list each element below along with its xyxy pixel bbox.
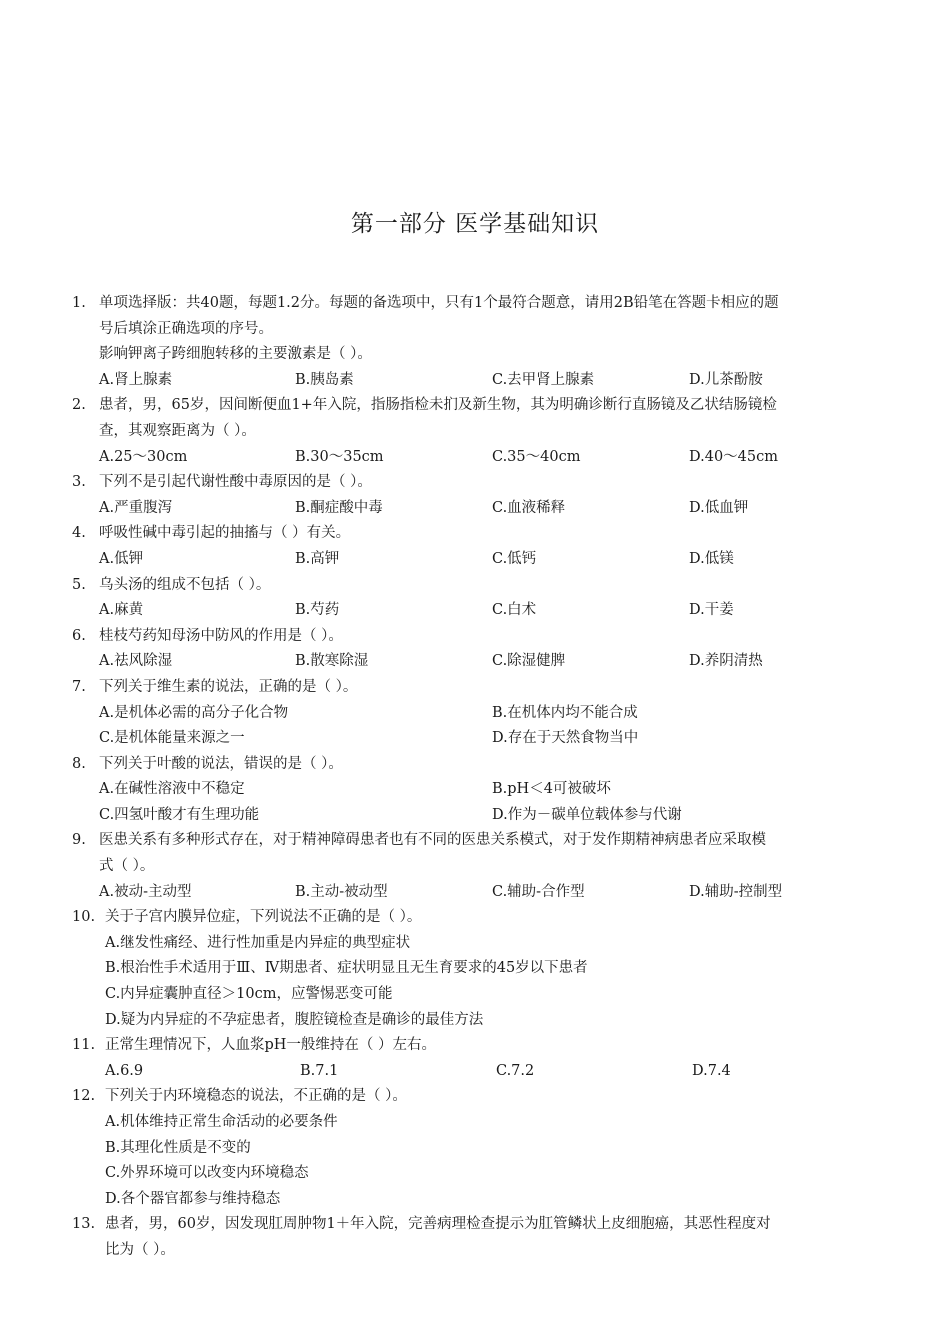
question-text: 乌头汤的组成不包括（ ）。 [99, 576, 271, 593]
question-number: 4. [72, 525, 86, 542]
question-text: 正常生理情况下，人血浆pH一般维持在（ ）左右。 [105, 1037, 437, 1054]
question-text: 号后填涂正确选项的序号。 [99, 320, 273, 337]
option: A.低钾 [99, 550, 144, 567]
option: B.主动-被动型 [295, 883, 388, 900]
question-row [72, 675, 882, 701]
question-number: 3. [72, 474, 86, 491]
option: A.严重腹泻 [99, 499, 173, 516]
option: C.低钙 [492, 550, 537, 567]
option: D.存在于天然食物当中 [492, 730, 639, 747]
question-number: 11. [72, 1037, 96, 1054]
option: D.辅助-控制型 [689, 883, 783, 900]
option: B.芍药 [295, 602, 340, 619]
question-text: 下列不是引起代谢性酸中毒原因的是（ ）。 [99, 474, 372, 491]
option: A.继发性痛经、进行性加重是内异症的典型症状 [105, 934, 411, 951]
option: B.高钾 [295, 550, 340, 567]
option: D.作为－碳单位载体参与代谢 [492, 806, 682, 823]
options-row [72, 931, 882, 957]
options-row [72, 649, 882, 675]
option: C.35～40cm [492, 448, 581, 465]
question-text: 关于子宫内膜异位症，下列说法不正确的是（ ）。 [105, 909, 422, 926]
question-number: 5. [72, 576, 86, 593]
question-row [72, 1033, 882, 1059]
option: A.25～30cm [99, 448, 188, 465]
question-row [72, 573, 882, 599]
question-text: 患者，男，60岁，因发现肛周肿物1＋年入院，完善病理检查提示为肛管鳞状上皮细胞癌，其恶性程度对 [105, 1216, 771, 1233]
option: C.去甲肾上腺素 [492, 371, 595, 388]
question-text: 患者，男，65岁，因间断便血1+年入院，指肠指检未扪及新生物，其为明确诊断行直肠镜及乙状结肠镜检 [99, 397, 777, 414]
option: B.7.1 [300, 1062, 339, 1079]
question-text: 下列关于维生素的说法，正确的是（ ）。 [99, 678, 358, 695]
question-text: 式（ ）。 [99, 858, 155, 875]
question-row [72, 419, 882, 445]
question-row [72, 828, 882, 854]
option: D.7.4 [692, 1062, 731, 1079]
question-number: 8. [72, 755, 86, 772]
option: B.散寒除湿 [295, 653, 369, 670]
options-row [72, 1008, 882, 1034]
option: D.低血钾 [689, 499, 749, 516]
options-row [72, 1187, 882, 1213]
question-number: 13. [72, 1216, 96, 1233]
option: C.外界环境可以改变内环境稳态 [105, 1165, 309, 1182]
option: B.30～35cm [295, 448, 384, 465]
question-row [72, 1084, 882, 1110]
option: C.四氢叶酸才有生理功能 [99, 806, 260, 823]
section-title: 第一部分 医学基础知识 [350, 211, 600, 237]
question-text: 查，其观察距离为（ ）。 [99, 422, 256, 439]
question-number: 2. [72, 397, 86, 414]
option: B.根治性手术适用于Ⅲ、Ⅳ期患者、症状明显且无生育要求的45岁以下患者 [105, 960, 588, 977]
question-number: 9. [72, 832, 86, 849]
question-row [72, 317, 882, 343]
question-row [72, 342, 882, 368]
options-row [72, 880, 882, 906]
question-number: 6. [72, 627, 86, 644]
question-text: 影响钾离子跨细胞转移的主要激素是（ ）。 [99, 346, 372, 363]
option: C.7.2 [496, 1062, 535, 1079]
question-text: 呼吸性碱中毒引起的抽搐与（ ）有关。 [99, 525, 351, 542]
option: B.其理化性质是不变的 [105, 1139, 251, 1156]
option: C.是机体能量来源之一 [99, 730, 245, 747]
options-row [72, 726, 882, 752]
option: A.被动-主动型 [99, 883, 192, 900]
question-number: 10. [72, 909, 96, 926]
option: B.酮症酸中毒 [295, 499, 383, 516]
option: D.干姜 [689, 602, 734, 619]
option: A.是机体必需的高分子化合物 [99, 704, 289, 721]
question-row [72, 470, 882, 496]
option: D.低镁 [689, 550, 734, 567]
question-list [72, 291, 882, 1264]
options-row [72, 777, 882, 803]
question-row [72, 905, 882, 931]
option: B.pH＜4可被破坏 [492, 781, 611, 798]
question-text: 单项选择版：共40题，每题1.2分。每题的备选项中，只有1个最符合题意，请用2B铅笔在答题卡相应的题 [99, 295, 779, 311]
option: B.胰岛素 [295, 371, 354, 388]
question-row [72, 521, 882, 547]
question-row [72, 291, 882, 317]
options-row [72, 1136, 882, 1162]
option: C.内异症囊肿直径＞10cm，应警惕恶变可能 [105, 986, 393, 1003]
question-row [72, 752, 882, 778]
options-row [72, 496, 882, 522]
option: C.辅助-合作型 [492, 883, 585, 900]
option: A.肾上腺素 [99, 371, 173, 388]
options-row [72, 547, 882, 573]
question-text: 比为（ ）。 [105, 1241, 175, 1258]
options-row [72, 368, 882, 394]
options-row [72, 598, 882, 624]
options-row [72, 1161, 882, 1187]
question-row [72, 854, 882, 880]
question-text: 下列关于内环境稳态的说法，不正确的是（ ）。 [105, 1088, 407, 1105]
option: B.在机体内均不能合成 [492, 704, 638, 721]
options-row [72, 956, 882, 982]
question-text: 桂枝芍药知母汤中防风的作用是（ ）。 [99, 627, 343, 644]
question-text: 下列关于叶酸的说法，错误的是（ ）。 [99, 755, 343, 772]
option: A.机体维持正常生命活动的必要条件 [105, 1114, 338, 1130]
option: D.养阴清热 [689, 653, 763, 670]
question-row [72, 1238, 882, 1264]
option: A.在碱性溶液中不稳定 [99, 781, 245, 798]
options-row [72, 1059, 882, 1085]
question-number: 7. [72, 678, 86, 695]
question-row [72, 1212, 882, 1238]
option: D.疑为内异症的不孕症患者，腹腔镜检查是确诊的最佳方法 [105, 1011, 484, 1028]
options-row [72, 445, 882, 471]
option: C.血液稀释 [492, 499, 566, 516]
question-text: 医患关系有多种形式存在，对于精神障碍患者也有不同的医患关系模式，对于发作期精神病患者应采取模 [99, 832, 766, 849]
option: A.6.9 [105, 1062, 144, 1079]
option: C.白术 [492, 602, 537, 619]
question-number: 12. [72, 1088, 96, 1105]
options-row [72, 803, 882, 829]
options-row [72, 1110, 882, 1136]
option: D.各个器官都参与维持稳态 [105, 1190, 281, 1207]
question-row [72, 393, 882, 419]
options-row [72, 982, 882, 1008]
option: A.麻黄 [99, 602, 144, 619]
option: D.儿茶酚胺 [689, 371, 763, 388]
options-row [72, 701, 882, 727]
question-row [72, 624, 882, 650]
option: C.除湿健脾 [492, 653, 566, 670]
option: D.40～45cm [689, 448, 778, 465]
option: A.祛风除湿 [99, 653, 173, 670]
question-number: 1. [72, 295, 86, 311]
